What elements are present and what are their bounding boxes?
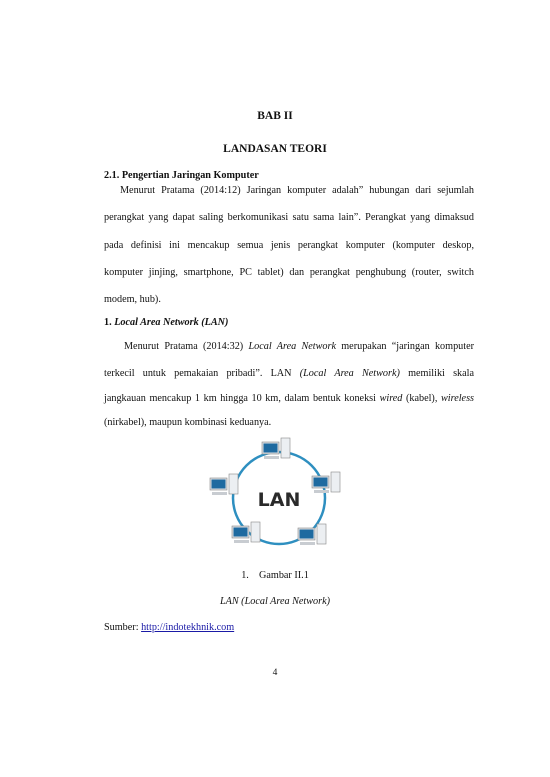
para2-line-3-c: (kabel), [402, 393, 441, 404]
para2-line-1-a: Menurut Pratama (2014:32) [124, 341, 249, 352]
para2-line-1-b: Local Area Network [248, 341, 336, 352]
source-line [104, 621, 474, 635]
lan-diagram [206, 432, 352, 560]
para1-line-1: Menurut Pratama (2014:12) Jaringan komputer adalah” hubungan dari sejumlah [120, 185, 474, 196]
source-link[interactable]: http://indotekhnik.com [141, 622, 235, 633]
para2-line-4: (nirkabel), maupun kombinasi keduanya. [104, 417, 272, 428]
para2-line-1 [124, 340, 474, 354]
chapter-title: LANDASAN TEORI [223, 143, 327, 155]
para2-line-3-d: wireless [440, 393, 474, 404]
figure-caption-title [0, 595, 550, 609]
para2-line-1-c: merupakan “jaringan komputer [335, 341, 475, 352]
page-number: 4 [272, 668, 278, 678]
lan-center-label: LAN [257, 489, 301, 511]
subsection-number: 1. [104, 317, 112, 328]
computer-icon [232, 522, 260, 543]
computer-icon [262, 438, 290, 459]
para2-line-2 [104, 367, 474, 381]
para1-line-4: komputer jinjing, smartphone, PC tablet) dan perangkat penghubung (router, switch [104, 267, 474, 278]
chapter-label: BAB II [257, 110, 293, 122]
subsection-heading [104, 316, 474, 330]
para1-line-5: modem, hub). [104, 294, 161, 305]
figure-caption-number: 1. [241, 570, 249, 581]
para2-line-2-c: memiliki skala [399, 368, 475, 379]
section-heading: 2.1. Pengertian Jaringan Komputer [104, 170, 259, 181]
figure-caption-title-text: LAN (Local Area Network) [219, 596, 331, 607]
para2-line-3-b: wired [379, 393, 403, 404]
para2-line-3 [104, 392, 474, 406]
para2-line-2-a: terkecil untuk pemakaian pribadi”. LAN [104, 368, 300, 379]
computer-icon [298, 524, 326, 545]
para2-line-3-a: jangkauan mencakup 1 km hingga 10 km, dalam bentuk koneksi [104, 393, 380, 404]
figure-caption-label [0, 569, 550, 583]
source-label: Sumber: [104, 622, 142, 633]
para1-line-3: pada definisi ini mencakup semua jenis perangkat komputer (komputer deskop, [104, 240, 474, 251]
computer-icon [312, 472, 340, 493]
para1-line-2: perangkat yang dapat saling berkomunikasi satu sama lain”. Perangkat yang dimaksud [104, 212, 474, 223]
figure-caption-text: Gambar II.1 [259, 570, 309, 581]
para2-line-2-b: (Local Area Network) [299, 368, 400, 379]
subsection-title: Local Area Network (LAN) [114, 317, 229, 328]
computer-icon [210, 474, 238, 495]
